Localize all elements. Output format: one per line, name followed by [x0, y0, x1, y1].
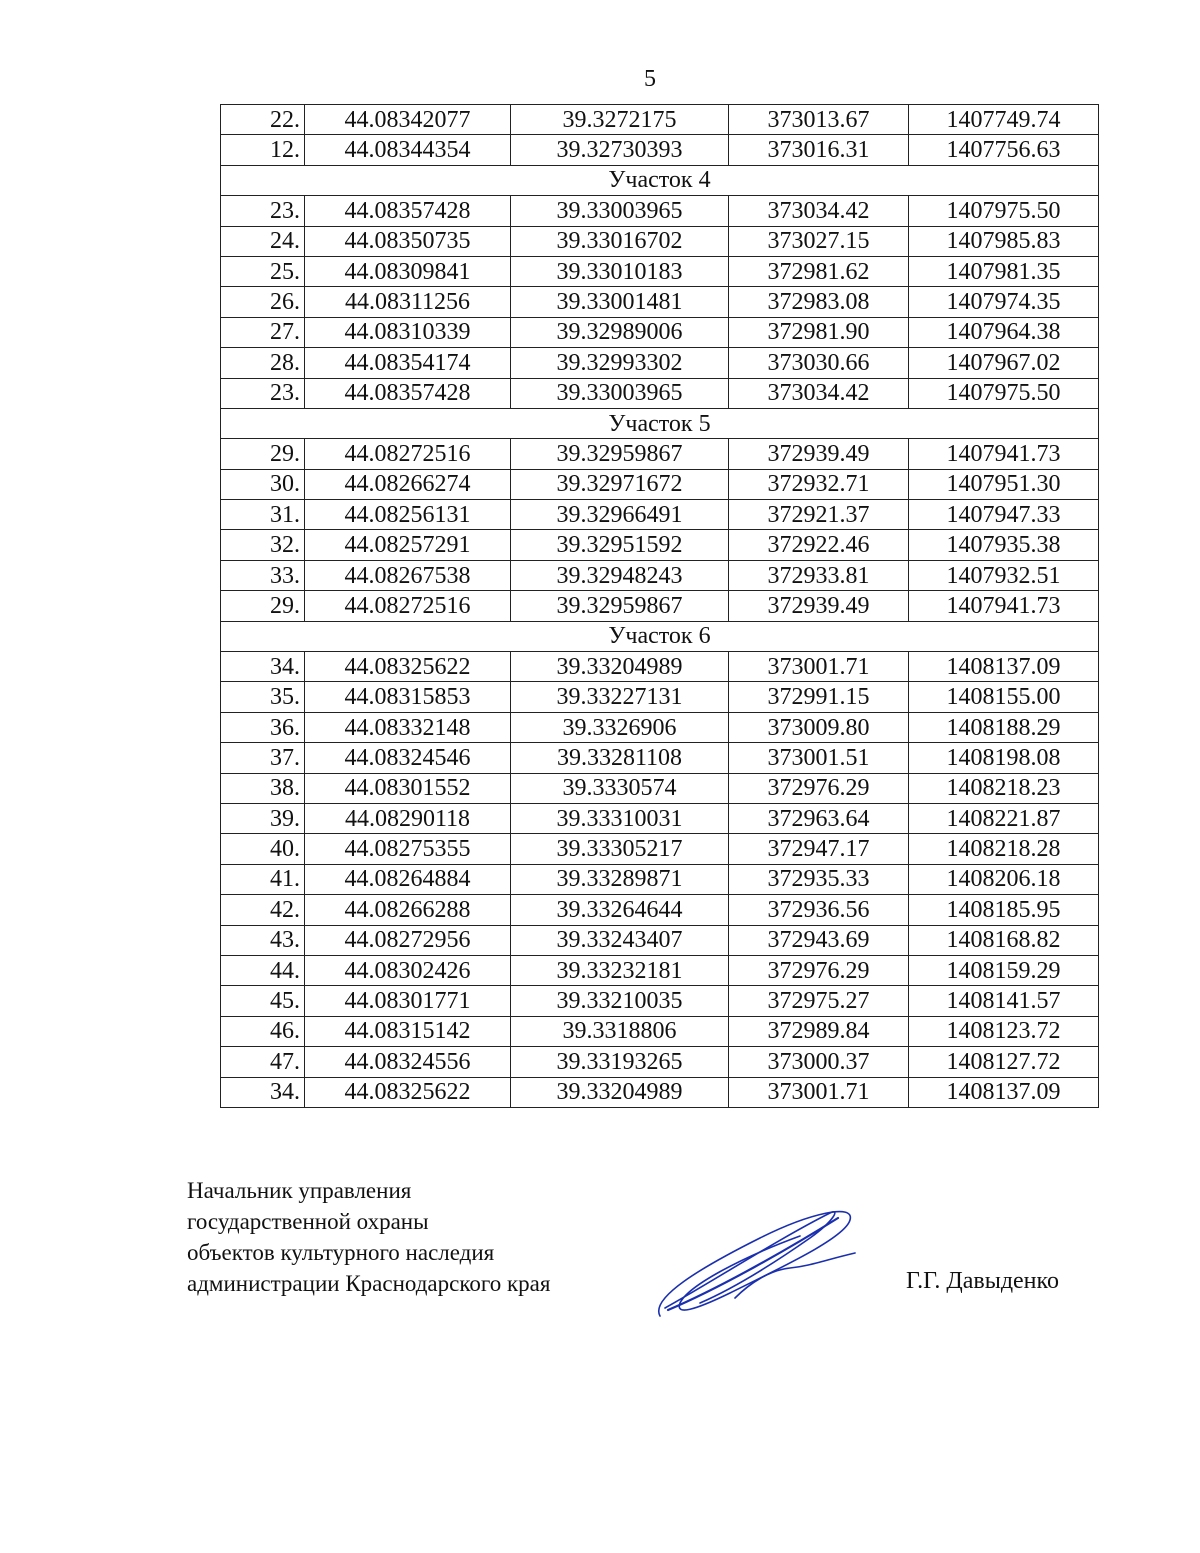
table-row: [221, 591, 1099, 621]
point-number-cell: 37.: [221, 743, 305, 773]
y-coordinate-cell: 1407935.38: [909, 530, 1099, 560]
y-coordinate-cell: 1408155.00: [909, 682, 1099, 712]
y-coordinate-cell: 1408159.29: [909, 955, 1099, 985]
x-coordinate-cell: 372983.08: [729, 287, 909, 317]
x-coordinate-cell: 372975.27: [729, 986, 909, 1016]
longitude-cell: 39.3326906: [511, 712, 729, 742]
page-number: 5: [644, 66, 656, 92]
x-coordinate-cell: 372935.33: [729, 864, 909, 894]
y-coordinate-cell: 1408221.87: [909, 803, 1099, 833]
latitude-cell: 44.08357428: [305, 378, 511, 408]
point-number-cell: 34.: [221, 652, 305, 682]
point-number-cell: 41.: [221, 864, 305, 894]
section-title: Участок 4: [221, 165, 1099, 195]
point-number-cell: 22.: [221, 105, 305, 135]
point-number-cell: 29.: [221, 439, 305, 469]
table-row: [221, 1016, 1099, 1046]
latitude-cell: 44.08272516: [305, 439, 511, 469]
table-row: [221, 986, 1099, 1016]
table-row: [221, 682, 1099, 712]
longitude-cell: 39.32959867: [511, 591, 729, 621]
latitude-cell: 44.08332148: [305, 712, 511, 742]
latitude-cell: 44.08325622: [305, 652, 511, 682]
signer-position-line: объектов культурного наследия: [187, 1240, 495, 1265]
point-number-cell: 44.: [221, 955, 305, 985]
longitude-cell: 39.32730393: [511, 135, 729, 165]
point-number-cell: 27.: [221, 317, 305, 347]
longitude-cell: 39.32948243: [511, 560, 729, 590]
table-row: [221, 1077, 1099, 1107]
point-number-cell: 42.: [221, 895, 305, 925]
longitude-cell: 39.33310031: [511, 803, 729, 833]
y-coordinate-cell: 1407756.63: [909, 135, 1099, 165]
longitude-cell: 39.33003965: [511, 196, 729, 226]
signer-position-line: государственной охраны: [187, 1209, 429, 1234]
point-number-cell: 36.: [221, 712, 305, 742]
coordinates-table: [220, 104, 1099, 1108]
x-coordinate-cell: 372939.49: [729, 591, 909, 621]
y-coordinate-cell: 1408123.72: [909, 1016, 1099, 1046]
x-coordinate-cell: 373001.71: [729, 1077, 909, 1107]
point-number-cell: 32.: [221, 530, 305, 560]
x-coordinate-cell: 372933.81: [729, 560, 909, 590]
point-number-cell: 34.: [221, 1077, 305, 1107]
latitude-cell: 44.08309841: [305, 256, 511, 286]
x-coordinate-cell: 372921.37: [729, 500, 909, 530]
y-coordinate-cell: 1408141.57: [909, 986, 1099, 1016]
latitude-cell: 44.08275355: [305, 834, 511, 864]
table-row: [221, 895, 1099, 925]
table-row: [221, 256, 1099, 286]
latitude-cell: 44.08311256: [305, 287, 511, 317]
x-coordinate-cell: 372981.90: [729, 317, 909, 347]
y-coordinate-cell: 1408206.18: [909, 864, 1099, 894]
y-coordinate-cell: 1408127.72: [909, 1047, 1099, 1077]
longitude-cell: 39.33264644: [511, 895, 729, 925]
x-coordinate-cell: 372936.56: [729, 895, 909, 925]
x-coordinate-cell: 373013.67: [729, 105, 909, 135]
y-coordinate-cell: 1407749.74: [909, 105, 1099, 135]
y-coordinate-cell: 1408168.82: [909, 925, 1099, 955]
latitude-cell: 44.08272516: [305, 591, 511, 621]
longitude-cell: 39.33227131: [511, 682, 729, 712]
latitude-cell: 44.08350735: [305, 226, 511, 256]
section-title: Участок 6: [221, 621, 1099, 651]
longitude-cell: 39.32993302: [511, 348, 729, 378]
x-coordinate-cell: 372922.46: [729, 530, 909, 560]
point-number-cell: 40.: [221, 834, 305, 864]
y-coordinate-cell: 1407975.50: [909, 196, 1099, 226]
y-coordinate-cell: 1407967.02: [909, 348, 1099, 378]
y-coordinate-cell: 1407974.35: [909, 287, 1099, 317]
latitude-cell: 44.08266274: [305, 469, 511, 499]
longitude-cell: 39.33204989: [511, 1077, 729, 1107]
latitude-cell: 44.08324556: [305, 1047, 511, 1077]
table-row: [221, 803, 1099, 833]
y-coordinate-cell: 1408188.29: [909, 712, 1099, 742]
longitude-cell: 39.32989006: [511, 317, 729, 347]
table-row: [221, 439, 1099, 469]
latitude-cell: 44.08324546: [305, 743, 511, 773]
section-header-row: [221, 408, 1099, 438]
table-row: [221, 773, 1099, 803]
longitude-cell: 39.3272175: [511, 105, 729, 135]
table-row: [221, 834, 1099, 864]
point-number-cell: 47.: [221, 1047, 305, 1077]
longitude-cell: 39.3330574: [511, 773, 729, 803]
longitude-cell: 39.33016702: [511, 226, 729, 256]
longitude-cell: 39.32959867: [511, 439, 729, 469]
section-header-row: [221, 621, 1099, 651]
point-number-cell: 39.: [221, 803, 305, 833]
x-coordinate-cell: 372939.49: [729, 439, 909, 469]
table-row: [221, 287, 1099, 317]
point-number-cell: 45.: [221, 986, 305, 1016]
point-number-cell: 25.: [221, 256, 305, 286]
point-number-cell: 26.: [221, 287, 305, 317]
latitude-cell: 44.08266288: [305, 895, 511, 925]
point-number-cell: 23.: [221, 378, 305, 408]
point-number-cell: 31.: [221, 500, 305, 530]
longitude-cell: 39.33001481: [511, 287, 729, 317]
longitude-cell: 39.33193265: [511, 1047, 729, 1077]
x-coordinate-cell: 372981.62: [729, 256, 909, 286]
signer-position: [187, 1175, 550, 1299]
point-number-cell: 12.: [221, 135, 305, 165]
point-number-cell: 23.: [221, 196, 305, 226]
x-coordinate-cell: 372963.64: [729, 803, 909, 833]
latitude-cell: 44.08301771: [305, 986, 511, 1016]
point-number-cell: 35.: [221, 682, 305, 712]
table-row: [221, 955, 1099, 985]
table-row: [221, 1047, 1099, 1077]
x-coordinate-cell: 372976.29: [729, 955, 909, 985]
x-coordinate-cell: 372991.15: [729, 682, 909, 712]
longitude-cell: 39.33010183: [511, 256, 729, 286]
y-coordinate-cell: 1407964.38: [909, 317, 1099, 347]
table-row: [221, 317, 1099, 347]
latitude-cell: 44.08315142: [305, 1016, 511, 1046]
point-number-cell: 30.: [221, 469, 305, 499]
y-coordinate-cell: 1408198.08: [909, 743, 1099, 773]
y-coordinate-cell: 1407951.30: [909, 469, 1099, 499]
point-number-cell: 33.: [221, 560, 305, 590]
table-row: [221, 560, 1099, 590]
x-coordinate-cell: 372932.71: [729, 469, 909, 499]
longitude-cell: 39.33281108: [511, 743, 729, 773]
latitude-cell: 44.08272956: [305, 925, 511, 955]
latitude-cell: 44.08256131: [305, 500, 511, 530]
latitude-cell: 44.08267538: [305, 560, 511, 590]
latitude-cell: 44.08342077: [305, 105, 511, 135]
signer-name: Г.Г. Давыденко: [906, 1268, 1059, 1294]
table-row: [221, 196, 1099, 226]
signer-position-line: администрации Краснодарского края: [187, 1271, 551, 1296]
coordinates-table-body: [221, 105, 1099, 1108]
y-coordinate-cell: 1407985.83: [909, 226, 1099, 256]
point-number-cell: 38.: [221, 773, 305, 803]
x-coordinate-cell: 373034.42: [729, 196, 909, 226]
longitude-cell: 39.32971672: [511, 469, 729, 499]
table-row: [221, 530, 1099, 560]
longitude-cell: 39.3318806: [511, 1016, 729, 1046]
y-coordinate-cell: 1407941.73: [909, 591, 1099, 621]
point-number-cell: 28.: [221, 348, 305, 378]
point-number-cell: 43.: [221, 925, 305, 955]
latitude-cell: 44.08257291: [305, 530, 511, 560]
y-coordinate-cell: 1407981.35: [909, 256, 1099, 286]
table-row: [221, 378, 1099, 408]
y-coordinate-cell: 1407941.73: [909, 439, 1099, 469]
x-coordinate-cell: 373016.31: [729, 135, 909, 165]
x-coordinate-cell: 372943.69: [729, 925, 909, 955]
section-title: Участок 5: [221, 408, 1099, 438]
latitude-cell: 44.08310339: [305, 317, 511, 347]
y-coordinate-cell: 1407947.33: [909, 500, 1099, 530]
x-coordinate-cell: 372989.84: [729, 1016, 909, 1046]
y-coordinate-cell: 1408137.09: [909, 652, 1099, 682]
x-coordinate-cell: 373001.71: [729, 652, 909, 682]
table-row: [221, 135, 1099, 165]
longitude-cell: 39.32966491: [511, 500, 729, 530]
point-number-cell: 29.: [221, 591, 305, 621]
longitude-cell: 39.33204989: [511, 652, 729, 682]
table-row: [221, 864, 1099, 894]
latitude-cell: 44.08302426: [305, 955, 511, 985]
x-coordinate-cell: 373034.42: [729, 378, 909, 408]
longitude-cell: 39.33289871: [511, 864, 729, 894]
longitude-cell: 39.32951592: [511, 530, 729, 560]
latitude-cell: 44.08325622: [305, 1077, 511, 1107]
table-row: [221, 226, 1099, 256]
signer-position-line: Начальник управления: [187, 1178, 412, 1203]
latitude-cell: 44.08344354: [305, 135, 511, 165]
y-coordinate-cell: 1408185.95: [909, 895, 1099, 925]
table-row: [221, 469, 1099, 499]
latitude-cell: 44.08264884: [305, 864, 511, 894]
latitude-cell: 44.08301552: [305, 773, 511, 803]
latitude-cell: 44.08357428: [305, 196, 511, 226]
x-coordinate-cell: 373030.66: [729, 348, 909, 378]
table-row: [221, 105, 1099, 135]
longitude-cell: 39.33243407: [511, 925, 729, 955]
x-coordinate-cell: 372976.29: [729, 773, 909, 803]
x-coordinate-cell: 372947.17: [729, 834, 909, 864]
x-coordinate-cell: 373027.15: [729, 226, 909, 256]
longitude-cell: 39.33232181: [511, 955, 729, 985]
x-coordinate-cell: 373000.37: [729, 1047, 909, 1077]
latitude-cell: 44.08290118: [305, 803, 511, 833]
point-number-cell: 46.: [221, 1016, 305, 1046]
handwritten-signature: [640, 1198, 880, 1328]
y-coordinate-cell: 1407932.51: [909, 560, 1099, 590]
y-coordinate-cell: 1408218.28: [909, 834, 1099, 864]
table-row: [221, 925, 1099, 955]
x-coordinate-cell: 373009.80: [729, 712, 909, 742]
longitude-cell: 39.33003965: [511, 378, 729, 408]
y-coordinate-cell: 1408137.09: [909, 1077, 1099, 1107]
point-number-cell: 24.: [221, 226, 305, 256]
x-coordinate-cell: 373001.51: [729, 743, 909, 773]
latitude-cell: 44.08315853: [305, 682, 511, 712]
section-header-row: [221, 165, 1099, 195]
table-row: [221, 348, 1099, 378]
longitude-cell: 39.33210035: [511, 986, 729, 1016]
latitude-cell: 44.08354174: [305, 348, 511, 378]
table-row: [221, 743, 1099, 773]
y-coordinate-cell: 1408218.23: [909, 773, 1099, 803]
longitude-cell: 39.33305217: [511, 834, 729, 864]
table-row: [221, 500, 1099, 530]
y-coordinate-cell: 1407975.50: [909, 378, 1099, 408]
table-row: [221, 652, 1099, 682]
table-row: [221, 712, 1099, 742]
